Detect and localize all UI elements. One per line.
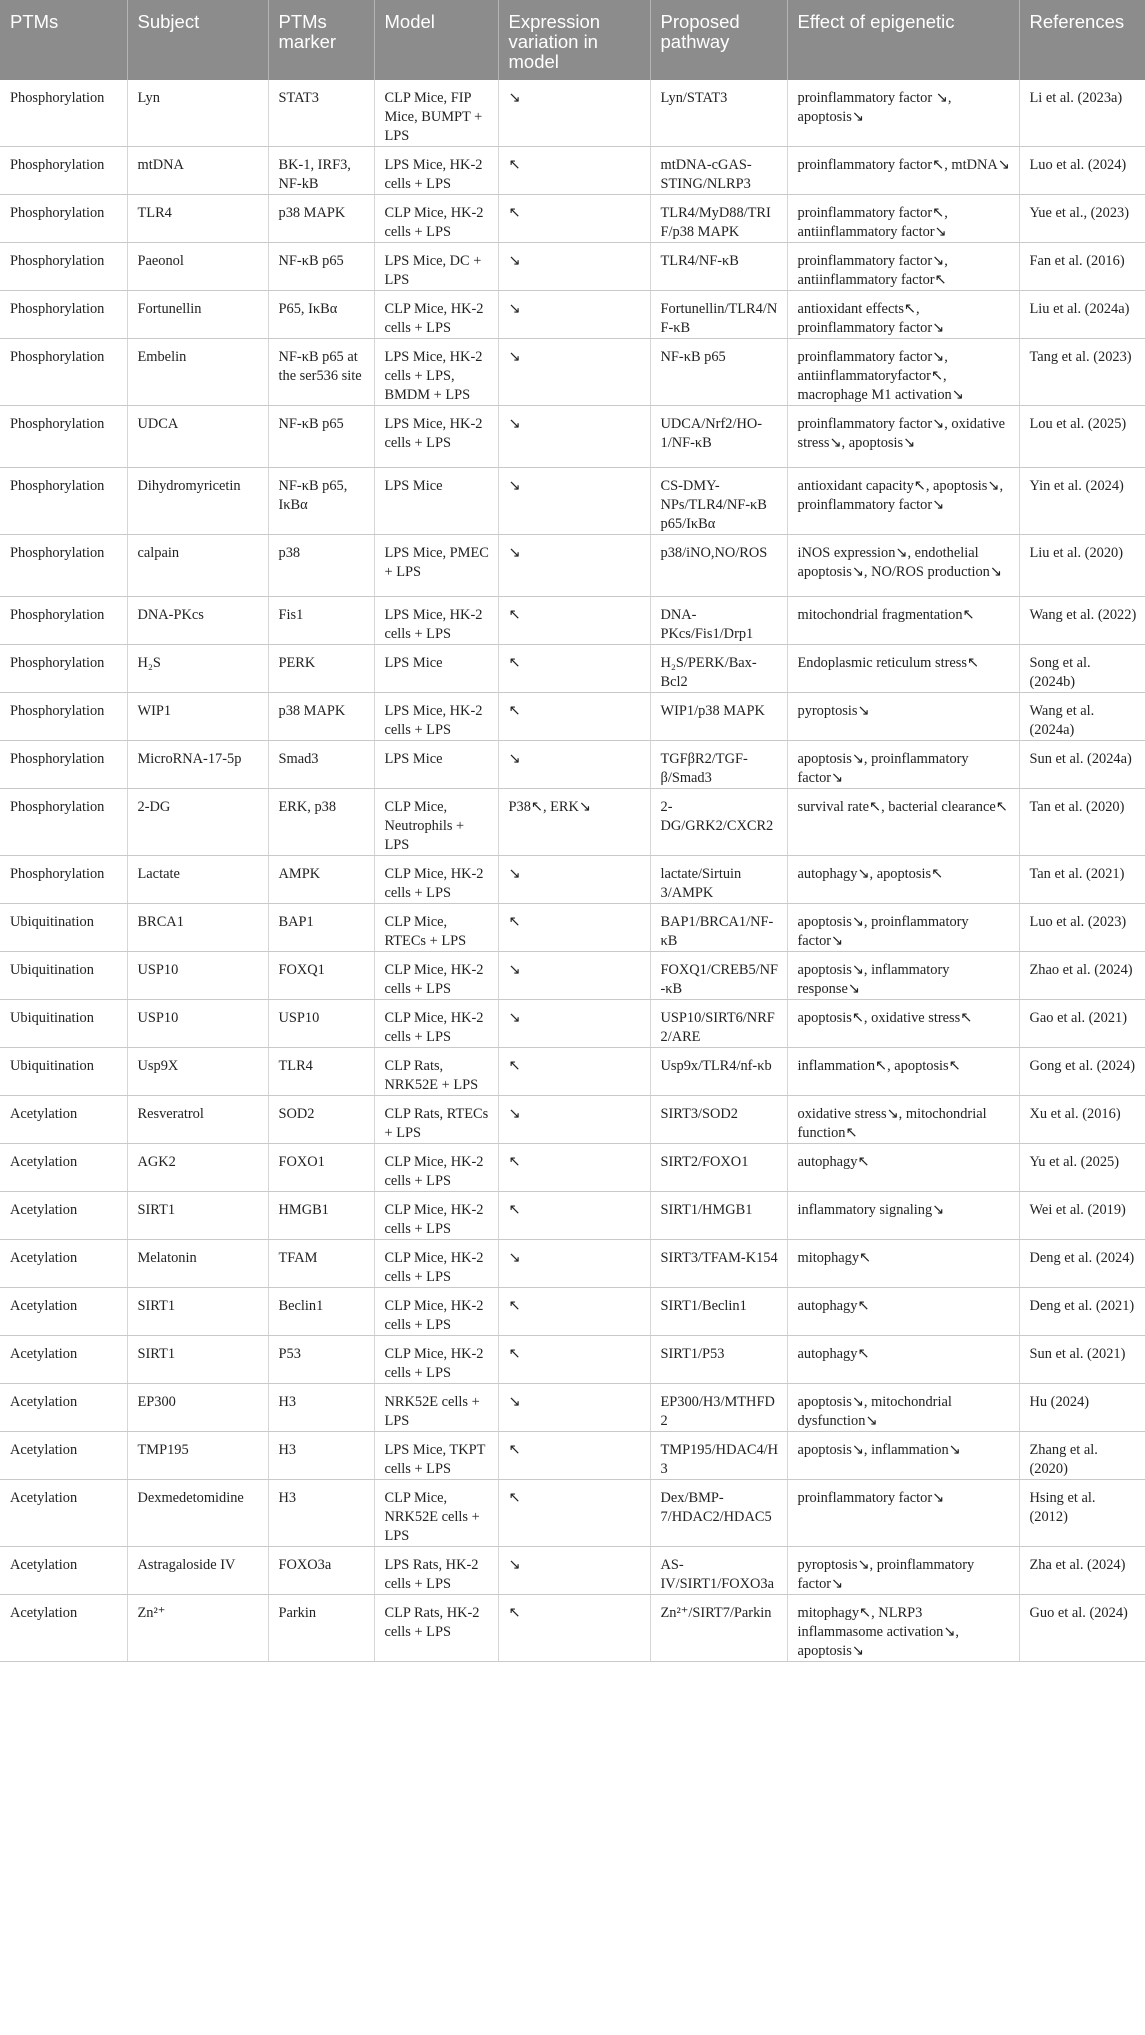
table-body — [0, 80, 1145, 1662]
cell-pathway: H₂S/PERK/Bax-Bcl2 — [650, 645, 787, 693]
cell-effect: mitophagy↖ — [787, 1240, 1019, 1288]
table-row — [0, 1595, 1145, 1662]
cell-effect: pyroptosis↘, proinflammatory factor↘ — [787, 1547, 1019, 1595]
cell-reference: Yue et al., (2023) — [1019, 195, 1145, 243]
cell-model: LPS Mice, HK-2 cells + LPS, BMDM + LPS — [374, 339, 498, 406]
cell-subject: Embelin — [127, 339, 268, 406]
table-row — [0, 789, 1145, 856]
cell-marker: p38 MAPK — [268, 195, 374, 243]
cell-model: CLP Mice, HK-2 cells + LPS — [374, 1000, 498, 1048]
cell-marker: TLR4 — [268, 1048, 374, 1096]
cell-marker: TFAM — [268, 1240, 374, 1288]
cell-subject: USP10 — [127, 952, 268, 1000]
cell-pathway: EP300/H3/MTHFD2 — [650, 1384, 787, 1432]
cell-subject: Dihydromyricetin — [127, 468, 268, 535]
cell-subject: TLR4 — [127, 195, 268, 243]
cell-effect: apoptosis↘, inflammation↘ — [787, 1432, 1019, 1480]
cell-expression: ↘ — [498, 1240, 650, 1288]
cell-model: LPS Mice, HK-2 cells + LPS — [374, 406, 498, 468]
cell-marker: STAT3 — [268, 80, 374, 147]
cell-subject: EP300 — [127, 1384, 268, 1432]
cell-marker: NF-κB p65 at the ser536 site — [268, 339, 374, 406]
cell-effect: proinflammatory factor↘, antiinflammatory factor↖ — [787, 243, 1019, 291]
cell-marker: Parkin — [268, 1595, 374, 1662]
cell-model: CLP Rats, NRK52E + LPS — [374, 1048, 498, 1096]
cell-pathway: p38/iNO,NO/ROS — [650, 535, 787, 597]
cell-subject: Paeonol — [127, 243, 268, 291]
cell-subject: Dexmedetomidine — [127, 1480, 268, 1547]
cell-model: CLP Mice, FIP Mice, BUMPT + LPS — [374, 80, 498, 147]
cell-effect: apoptosis↘, mitochondrial dysfunction↘ — [787, 1384, 1019, 1432]
cell-marker: FOXQ1 — [268, 952, 374, 1000]
cell-reference: Zhang et al. (2020) — [1019, 1432, 1145, 1480]
cell-pathway: Dex/BMP-7/HDAC2/HDAC5 — [650, 1480, 787, 1547]
cell-expression: ↖ — [498, 1192, 650, 1240]
cell-ptm: Acetylation — [0, 1240, 127, 1288]
cell-marker: USP10 — [268, 1000, 374, 1048]
cell-effect: iNOS expression↘, endothelial apoptosis↘, NO/ROS production↘ — [787, 535, 1019, 597]
cell-reference: Li et al. (2023a) — [1019, 80, 1145, 147]
table-row — [0, 1547, 1145, 1595]
cell-ptm: Phosphorylation — [0, 243, 127, 291]
cell-expression: ↘ — [498, 80, 650, 147]
cell-ptm: Acetylation — [0, 1144, 127, 1192]
cell-ptm: Ubiquitination — [0, 904, 127, 952]
cell-model: CLP Rats, HK-2 cells + LPS — [374, 1595, 498, 1662]
table-row — [0, 195, 1145, 243]
cell-expression: ↘ — [498, 952, 650, 1000]
cell-reference: Sun et al. (2024a) — [1019, 741, 1145, 789]
cell-model: CLP Mice, HK-2 cells + LPS — [374, 1192, 498, 1240]
cell-model: LPS Rats, HK-2 cells + LPS — [374, 1547, 498, 1595]
cell-ptm: Ubiquitination — [0, 1000, 127, 1048]
cell-model: CLP Mice, HK-2 cells + LPS — [374, 952, 498, 1000]
cell-reference: Zha et al. (2024) — [1019, 1547, 1145, 1595]
cell-marker: BK-1, IRF3, NF-kB — [268, 147, 374, 195]
cell-model: NRK52E cells + LPS — [374, 1384, 498, 1432]
cell-ptm: Acetylation — [0, 1384, 127, 1432]
cell-reference: Deng et al. (2021) — [1019, 1288, 1145, 1336]
cell-reference: Tang et al. (2023) — [1019, 339, 1145, 406]
cell-expression: ↖ — [498, 1480, 650, 1547]
cell-pathway: 2-DG/GRK2/CXCR2 — [650, 789, 787, 856]
cell-expression: ↖ — [498, 693, 650, 741]
cell-ptm: Phosphorylation — [0, 597, 127, 645]
cell-pathway: TLR4/MyD88/TRIF/p38 MAPK — [650, 195, 787, 243]
cell-expression: ↖ — [498, 1595, 650, 1662]
cell-marker: P53 — [268, 1336, 374, 1384]
cell-expression: ↖ — [498, 1048, 650, 1096]
cell-subject: Lactate — [127, 856, 268, 904]
table-row — [0, 904, 1145, 952]
cell-model: LPS Mice, HK-2 cells + LPS — [374, 597, 498, 645]
cell-pathway: Fortunellin/TLR4/NF-κB — [650, 291, 787, 339]
cell-reference: Wang et al. (2022) — [1019, 597, 1145, 645]
cell-expression: ↘ — [498, 856, 650, 904]
cell-effect: proinflammatory factor↘, oxidative stress↘, apoptosis↘ — [787, 406, 1019, 468]
cell-ptm: Phosphorylation — [0, 406, 127, 468]
cell-pathway: SIRT3/TFAM-K154 — [650, 1240, 787, 1288]
cell-expression: ↖ — [498, 1336, 650, 1384]
cell-marker: PERK — [268, 645, 374, 693]
cell-marker: FOXO1 — [268, 1144, 374, 1192]
cell-expression: ↖ — [498, 1432, 650, 1480]
cell-model: CLP Mice, NRK52E cells + LPS — [374, 1480, 498, 1547]
table-row — [0, 147, 1145, 195]
cell-marker: H3 — [268, 1384, 374, 1432]
cell-reference: Fan et al. (2016) — [1019, 243, 1145, 291]
table-row — [0, 597, 1145, 645]
table-row — [0, 291, 1145, 339]
table-row — [0, 1480, 1145, 1547]
cell-effect: pyroptosis↘ — [787, 693, 1019, 741]
cell-expression: ↘ — [498, 339, 650, 406]
cell-reference: Yin et al. (2024) — [1019, 468, 1145, 535]
cell-expression: ↖ — [498, 195, 650, 243]
cell-pathway: WIP1/p38 MAPK — [650, 693, 787, 741]
cell-effect: apoptosis↘, proinflammatory factor↘ — [787, 741, 1019, 789]
table-row — [0, 1048, 1145, 1096]
cell-model: LPS Mice — [374, 468, 498, 535]
table-row — [0, 645, 1145, 693]
table-row — [0, 1432, 1145, 1480]
cell-effect: autophagy↖ — [787, 1288, 1019, 1336]
cell-pathway: FOXQ1/CREB5/NF-κB — [650, 952, 787, 1000]
cell-marker: Beclin1 — [268, 1288, 374, 1336]
table-row — [0, 693, 1145, 741]
cell-pathway: UDCA/Nrf2/HO-1/NF-κB — [650, 406, 787, 468]
table-row — [0, 1384, 1145, 1432]
cell-model: CLP Mice, HK-2 cells + LPS — [374, 1288, 498, 1336]
cell-pathway: DNA-PKcs/Fis1/Drp1 — [650, 597, 787, 645]
cell-reference: Song et al. (2024b) — [1019, 645, 1145, 693]
cell-expression: ↘ — [498, 468, 650, 535]
cell-reference: Gao et al. (2021) — [1019, 1000, 1145, 1048]
cell-effect: oxidative stress↘, mitochondrial function↖ — [787, 1096, 1019, 1144]
cell-marker: AMPK — [268, 856, 374, 904]
table-row — [0, 1144, 1145, 1192]
cell-subject: WIP1 — [127, 693, 268, 741]
table-row — [0, 339, 1145, 406]
cell-expression: ↘ — [498, 1000, 650, 1048]
cell-marker: P65, IκBα — [268, 291, 374, 339]
cell-marker: p38 MAPK — [268, 693, 374, 741]
header-references: References — [1019, 0, 1145, 80]
cell-effect: Endoplasmic reticulum stress↖ — [787, 645, 1019, 693]
cell-marker: Fis1 — [268, 597, 374, 645]
cell-pathway: TMP195/HDAC4/H3 — [650, 1432, 787, 1480]
cell-pathway: TLR4/NF-κB — [650, 243, 787, 291]
cell-marker: HMGB1 — [268, 1192, 374, 1240]
cell-subject: MicroRNA-17-5p — [127, 741, 268, 789]
cell-effect: antioxidant capacity↖, apoptosis↘, proinflammatory factor↘ — [787, 468, 1019, 535]
cell-pathway: Lyn/STAT3 — [650, 80, 787, 147]
cell-model: CLP Mice, HK-2 cells + LPS — [374, 1240, 498, 1288]
cell-expression: ↖ — [498, 645, 650, 693]
cell-expression: ↘ — [498, 741, 650, 789]
cell-marker: NF-κB p65 — [268, 243, 374, 291]
header-subject: Subject — [127, 0, 268, 80]
cell-model: LPS Mice, HK-2 cells + LPS — [374, 693, 498, 741]
cell-expression: ↘ — [498, 291, 650, 339]
cell-subject: 2-DG — [127, 789, 268, 856]
table-header — [0, 0, 1145, 80]
table-row — [0, 1240, 1145, 1288]
cell-pathway: CS-DMY-NPs/TLR4/NF-κB p65/IκBα — [650, 468, 787, 535]
cell-effect: inflammation↖, apoptosis↖ — [787, 1048, 1019, 1096]
cell-pathway: SIRT2/FOXO1 — [650, 1144, 787, 1192]
cell-subject: DNA-PKcs — [127, 597, 268, 645]
cell-model: LPS Mice, TKPT cells + LPS — [374, 1432, 498, 1480]
cell-subject: Usp9X — [127, 1048, 268, 1096]
cell-subject: Resveratrol — [127, 1096, 268, 1144]
cell-marker: ERK, p38 — [268, 789, 374, 856]
cell-reference: Luo et al. (2023) — [1019, 904, 1145, 952]
cell-reference: Tan et al. (2020) — [1019, 789, 1145, 856]
cell-ptm: Acetylation — [0, 1336, 127, 1384]
cell-ptm: Acetylation — [0, 1480, 127, 1547]
header-model: Model — [374, 0, 498, 80]
cell-ptm: Phosphorylation — [0, 80, 127, 147]
cell-ptm: Phosphorylation — [0, 535, 127, 597]
table-row — [0, 1336, 1145, 1384]
cell-pathway: SIRT1/P53 — [650, 1336, 787, 1384]
cell-subject: TMP195 — [127, 1432, 268, 1480]
cell-model: CLP Mice, HK-2 cells + LPS — [374, 1144, 498, 1192]
cell-effect: survival rate↖, bacterial clearance↖ — [787, 789, 1019, 856]
cell-effect: proinflammatory factor ↘, apoptosis↘ — [787, 80, 1019, 147]
cell-effect: antioxidant effects↖, proinflammatory factor↘ — [787, 291, 1019, 339]
table-row — [0, 952, 1145, 1000]
cell-reference: Lou et al. (2025) — [1019, 406, 1145, 468]
cell-pathway: BAP1/BRCA1/NF-κB — [650, 904, 787, 952]
cell-effect: proinflammatory factor↖, antiinflammatory factor↘ — [787, 195, 1019, 243]
cell-ptm: Acetylation — [0, 1096, 127, 1144]
cell-model: CLP Mice, HK-2 cells + LPS — [374, 856, 498, 904]
cell-effect: inflammatory signaling↘ — [787, 1192, 1019, 1240]
cell-reference: Wei et al. (2019) — [1019, 1192, 1145, 1240]
cell-pathway: Zn²⁺/SIRT7/Parkin — [650, 1595, 787, 1662]
cell-ptm: Phosphorylation — [0, 789, 127, 856]
cell-subject: AGK2 — [127, 1144, 268, 1192]
cell-expression: P38↖, ERK↘ — [498, 789, 650, 856]
cell-model: LPS Mice, HK-2 cells + LPS — [374, 147, 498, 195]
cell-marker: FOXO3a — [268, 1547, 374, 1595]
cell-ptm: Phosphorylation — [0, 468, 127, 535]
cell-effect: apoptosis↘, inflammatory response↘ — [787, 952, 1019, 1000]
cell-effect: proinflammatory factor↘, antiinflammatoryfactor↖, macrophage M1 activation↘ — [787, 339, 1019, 406]
table-row — [0, 856, 1145, 904]
cell-marker: BAP1 — [268, 904, 374, 952]
cell-pathway: SIRT1/Beclin1 — [650, 1288, 787, 1336]
cell-pathway: mtDNA-cGAS-STING/NLRP3 — [650, 147, 787, 195]
cell-subject: calpain — [127, 535, 268, 597]
cell-subject: BRCA1 — [127, 904, 268, 952]
cell-reference: Hu (2024) — [1019, 1384, 1145, 1432]
cell-model: CLP Mice, RTECs + LPS — [374, 904, 498, 952]
cell-expression: ↖ — [498, 1144, 650, 1192]
cell-expression: ↘ — [498, 243, 650, 291]
cell-subject: Lyn — [127, 80, 268, 147]
cell-reference: Liu et al. (2024a) — [1019, 291, 1145, 339]
cell-model: LPS Mice, DC + LPS — [374, 243, 498, 291]
cell-pathway: lactate/Sirtuin 3/AMPK — [650, 856, 787, 904]
cell-subject: UDCA — [127, 406, 268, 468]
cell-subject: SIRT1 — [127, 1336, 268, 1384]
cell-reference: Wang et al. (2024a) — [1019, 693, 1145, 741]
cell-pathway: SIRT1/HMGB1 — [650, 1192, 787, 1240]
cell-ptm: Ubiquitination — [0, 952, 127, 1000]
cell-ptm: Acetylation — [0, 1547, 127, 1595]
header-ptms: PTMs — [0, 0, 127, 80]
cell-effect: apoptosis↘, proinflammatory factor↘ — [787, 904, 1019, 952]
cell-expression: ↘ — [498, 406, 650, 468]
cell-reference: Xu et al. (2016) — [1019, 1096, 1145, 1144]
cell-expression: ↘ — [498, 535, 650, 597]
cell-reference: Yu et al. (2025) — [1019, 1144, 1145, 1192]
cell-model: LPS Mice — [374, 741, 498, 789]
cell-ptm: Phosphorylation — [0, 195, 127, 243]
cell-subject: Zn²⁺ — [127, 1595, 268, 1662]
cell-effect: autophagy↖ — [787, 1144, 1019, 1192]
cell-effect: apoptosis↖, oxidative stress↖ — [787, 1000, 1019, 1048]
cell-subject: SIRT1 — [127, 1192, 268, 1240]
cell-reference: Sun et al. (2021) — [1019, 1336, 1145, 1384]
cell-ptm: Acetylation — [0, 1192, 127, 1240]
cell-effect: autophagy↘, apoptosis↖ — [787, 856, 1019, 904]
cell-reference: Hsing et al. (2012) — [1019, 1480, 1145, 1547]
cell-model: CLP Mice, HK-2 cells + LPS — [374, 195, 498, 243]
cell-marker: H3 — [268, 1480, 374, 1547]
cell-effect: autophagy↖ — [787, 1336, 1019, 1384]
cell-ptm: Acetylation — [0, 1432, 127, 1480]
header-effect: Effect of epigenetic — [787, 0, 1019, 80]
cell-pathway: AS-IV/SIRT1/FOXO3a — [650, 1547, 787, 1595]
cell-ptm: Phosphorylation — [0, 645, 127, 693]
cell-subject: Astragaloside IV — [127, 1547, 268, 1595]
cell-model: CLP Mice, HK-2 cells + LPS — [374, 1336, 498, 1384]
table-row — [0, 535, 1145, 597]
cell-pathway: USP10/SIRT6/NRF2/ARE — [650, 1000, 787, 1048]
cell-expression: ↘ — [498, 1096, 650, 1144]
cell-expression: ↖ — [498, 1288, 650, 1336]
cell-ptm: Phosphorylation — [0, 856, 127, 904]
cell-marker: H3 — [268, 1432, 374, 1480]
cell-ptm: Acetylation — [0, 1595, 127, 1662]
cell-ptm: Phosphorylation — [0, 291, 127, 339]
cell-ptm: Ubiquitination — [0, 1048, 127, 1096]
cell-effect: mitochondrial fragmentation↖ — [787, 597, 1019, 645]
cell-effect: proinflammatory factor↘ — [787, 1480, 1019, 1547]
cell-ptm: Phosphorylation — [0, 339, 127, 406]
cell-pathway: SIRT3/SOD2 — [650, 1096, 787, 1144]
cell-subject: Fortunellin — [127, 291, 268, 339]
table-row — [0, 1288, 1145, 1336]
table-row — [0, 468, 1145, 535]
cell-reference: Deng et al. (2024) — [1019, 1240, 1145, 1288]
cell-ptm: Acetylation — [0, 1288, 127, 1336]
cell-reference: Guo et al. (2024) — [1019, 1595, 1145, 1662]
cell-ptm: Phosphorylation — [0, 147, 127, 195]
cell-reference: Gong et al. (2024) — [1019, 1048, 1145, 1096]
cell-pathway: TGFβR2/TGF-β/Smad3 — [650, 741, 787, 789]
cell-expression: ↖ — [498, 147, 650, 195]
cell-marker: NF-κB p65 — [268, 406, 374, 468]
cell-expression: ↘ — [498, 1547, 650, 1595]
cell-effect: proinflammatory factor↖, mtDNA↘ — [787, 147, 1019, 195]
cell-marker: p38 — [268, 535, 374, 597]
cell-subject: Melatonin — [127, 1240, 268, 1288]
cell-ptm: Phosphorylation — [0, 693, 127, 741]
cell-subject: SIRT1 — [127, 1288, 268, 1336]
cell-pathway: NF-κB p65 — [650, 339, 787, 406]
cell-subject: mtDNA — [127, 147, 268, 195]
cell-model: LPS Mice — [374, 645, 498, 693]
cell-marker: NF-κB p65, IκBα — [268, 468, 374, 535]
header-proposed-pathway: Proposed pathway — [650, 0, 787, 80]
cell-model: CLP Rats, RTECs + LPS — [374, 1096, 498, 1144]
cell-ptm: Phosphorylation — [0, 741, 127, 789]
table-row — [0, 243, 1145, 291]
cell-reference: Tan et al. (2021) — [1019, 856, 1145, 904]
header-expression-variation: Expression variation in model — [498, 0, 650, 80]
cell-model: CLP Mice, Neutrophils + LPS — [374, 789, 498, 856]
table-row — [0, 80, 1145, 147]
table-row — [0, 1000, 1145, 1048]
cell-reference: Luo et al. (2024) — [1019, 147, 1145, 195]
table-row — [0, 1192, 1145, 1240]
table-row — [0, 406, 1145, 468]
cell-model: LPS Mice, PMEC + LPS — [374, 535, 498, 597]
cell-marker: Smad3 — [268, 741, 374, 789]
cell-expression: ↘ — [498, 1384, 650, 1432]
cell-effect: mitophagy↖, NLRP3 inflammasome activation↘, apoptosis↘ — [787, 1595, 1019, 1662]
cell-expression: ↖ — [498, 597, 650, 645]
cell-marker: SOD2 — [268, 1096, 374, 1144]
cell-subject: H₂S — [127, 645, 268, 693]
cell-subject: USP10 — [127, 1000, 268, 1048]
cell-model: CLP Mice, HK-2 cells + LPS — [374, 291, 498, 339]
cell-reference: Zhao et al. (2024) — [1019, 952, 1145, 1000]
table-row — [0, 741, 1145, 789]
header-ptms-marker: PTMs marker — [268, 0, 374, 80]
cell-reference: Liu et al. (2020) — [1019, 535, 1145, 597]
table-row — [0, 1096, 1145, 1144]
cell-expression: ↖ — [498, 904, 650, 952]
cell-pathway: Usp9x/TLR4/nf-κb — [650, 1048, 787, 1096]
